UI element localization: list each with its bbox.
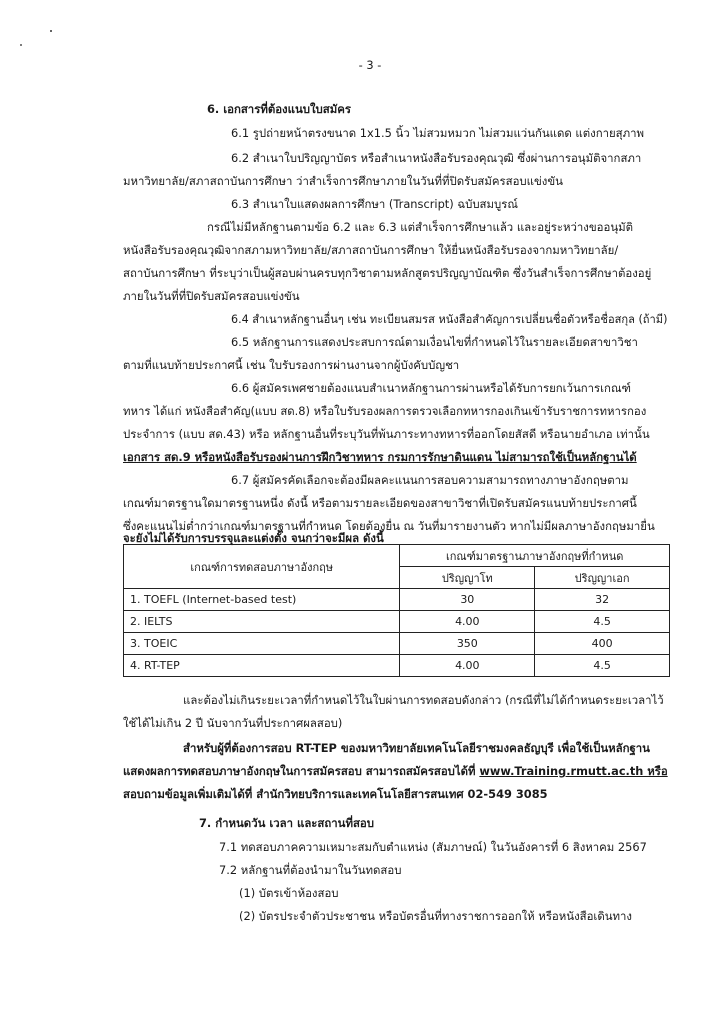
test-name: 4. RT-TEP xyxy=(124,655,400,677)
item-6-4: 6.4 สำเนาหลักฐานอื่นๆ เช่น ทะเบียนสมรส หนังสือสำคัญการเปลี่ยนชื่อตัวหรือชื่อสกุล (ถ้ามี) xyxy=(231,312,668,326)
col-header-criteria: เกณฑ์มาตรฐานภาษาอังกฤษที่กำหนด xyxy=(400,545,670,567)
training-link[interactable]: www.Training.rmutt.ac.th หรือ xyxy=(479,764,668,778)
page-number: - 3 - xyxy=(358,58,382,72)
doctor-score: 32 xyxy=(535,589,670,611)
scan-speck xyxy=(20,44,22,46)
table-row xyxy=(124,589,670,611)
master-score: 4.00 xyxy=(400,655,535,677)
doctor-score: 4.5 xyxy=(535,611,670,633)
test-name: 3. TOEIC xyxy=(124,633,400,655)
validity-note-cont: ใช้ได้ไม่เกิน 2 ปี นับจากวันที่ประกาศผลสอบ) xyxy=(123,716,343,730)
item-6-5-cont: ตามที่แนบท้ายประกาศนี้ เช่น ใบรับรองการผ่านงานจากผู้บังคับบัญชา xyxy=(123,358,460,372)
item-6-1: 6.1 รูปถ่ายหน้าตรงขนาด 1x1.5 นิ้ว ไม่สวมหมวก ไม่สวมแว่นกันแดด แต่งกายสุภาพ xyxy=(231,126,645,140)
table-header-row xyxy=(124,545,670,567)
col-header-test: เกณฑ์การทดสอบภาษาอังกฤษ xyxy=(124,545,400,589)
item-6-6-warning: เอกสาร สด.9 หรือหนังสือรับรองผ่านการฝึกวิชาทหาร กรมการรักษาดินแดน ไม่สามารถใช้เป็นหลักฐานได้ xyxy=(123,450,637,464)
item-6-5: 6.5 หลักฐานการแสดงประสบการณ์ตามเงื่อนไขที่กำหนดไว้ในรายละเอียดสาขาวิชา xyxy=(231,335,638,349)
item-6-6-cont: ประจำการ (แบบ สด.43) หรือ หลักฐานอื่นที่ระบุวันที่พ้นภาระทางทหารที่ออกโดยสัสดี หรือนายอำเภอ เท่านั้น xyxy=(123,427,650,441)
item-6-3-note-cont: สถาบันการศึกษา ที่ระบุว่าเป็นผู้สอบผ่านครบทุกวิชาตามหลักสูตรปริญญาบัณฑิต ซึ่งวันสำเร็จการศึกษาต้องอยู่ xyxy=(123,266,652,280)
item-7-2-1: (1) บัตรเข้าห้องสอบ xyxy=(239,886,339,900)
master-score: 30 xyxy=(400,589,535,611)
english-criteria-table xyxy=(123,544,670,677)
item-6-7: 6.7 ผู้สมัครคัดเลือกจะต้องมีผลคะแนนการสอบความสามารถทางภาษาอังกฤษตาม xyxy=(231,473,629,487)
master-score: 350 xyxy=(400,633,535,655)
master-score: 4.00 xyxy=(400,611,535,633)
contact-info: สอบถามข้อมูลเพิ่มเติมได้ที่ สำนักวิทยบริการและเทคโนโลยีสารสนเทศ 02-549 3085 xyxy=(123,787,548,801)
doctor-score: 4.5 xyxy=(535,655,670,677)
item-6-3-note-cont: ภายในวันที่ที่ปิดรับสมัครสอบแข่งขัน xyxy=(123,289,300,303)
item-7-2-2: (2) บัตรประจำตัวประชาชน หรือบัตรอื่นที่ทางราชการออกให้ หรือหนังสือเดินทาง xyxy=(239,909,632,923)
item-6-7-cont: ซึ่งคะแนนไม่ต่ำกว่าเกณฑ์มาตรฐานที่กำหนด โดยต้องยื่น ณ วันที่มารายงานตัว หากไม่มีผลภาษาอังกฤษมายื่น xyxy=(123,519,655,533)
section-7-heading: 7. กำหนดวัน เวลา และสถานที่สอบ xyxy=(199,816,374,830)
item-6-7-cont: จะยังไม่ได้รับการบรรจุและแต่งตั้ง จนกว่าจะมีผล ดังนี้ xyxy=(123,531,384,545)
scan-speck xyxy=(50,30,52,32)
item-6-2-cont: มหาวิทยาลัย/สภาสถาบันการศึกษา ว่าสำเร็จการศึกษาภายในวันที่ที่ปิดรับสมัครสอบแข่งขัน xyxy=(123,174,563,188)
test-name: 1. TOEFL (Internet-based test) xyxy=(124,589,400,611)
table-row xyxy=(124,655,670,677)
table-row xyxy=(124,611,670,633)
item-6-3-note-cont: หนังสือรับรองคุณวุฒิจากสภามหาวิทยาลัย/สภาสถาบันการศึกษา ให้ยื่นหนังสือรับรองจากมหาวิทยาลัย/ xyxy=(123,243,619,257)
table-row xyxy=(124,633,670,655)
col-header-doctor: ปริญญาเอก xyxy=(535,567,670,589)
item-6-6-cont: ทหาร ได้แก่ หนังสือสำคัญ(แบบ สด.8) หรือใบรับรองผลการตรวจเลือกทหารกองเกินเข้ารับราชการทหารกอง xyxy=(123,404,647,418)
col-header-master: ปริญญาโท xyxy=(400,567,535,589)
item-6-3-note: กรณีไม่มีหลักฐานตามข้อ 6.2 และ 6.3 แต่สำเร็จการศึกษาแล้ว และอยู่ระหว่างขออนุมัติ xyxy=(207,220,634,234)
item-7-1: 7.1 ทดสอบภาคความเหมาะสมกับตำแหน่ง (สัมภาษณ์) ในวันอังคารที่ 6 สิงหาคม 2567 xyxy=(219,840,647,854)
item-6-3: 6.3 สำเนาใบแสดงผลการศึกษา (Transcript) ฉบับสมบูรณ์ xyxy=(231,197,518,211)
rt-tep-note: สำหรับผู้ที่ต้องการสอบ RT-TEP ของมหาวิทยาลัยเทคโนโลยีราชมงคลธัญบุรี เพื่อใช้เป็นหลักฐาน xyxy=(183,741,650,755)
validity-note: และต้องไม่เกินระยะเวลาที่กำหนดไว้ในใบผ่านการทดสอบดังกล่าว (กรณีที่ไม่ได้กำหนดระยะเวลาไว้ xyxy=(183,693,664,707)
item-6-2: 6.2 สำเนาใบปริญญาบัตร หรือสำเนาหนังสือรับรองคุณวุฒิ ซึ่งผ่านการอนุมัติจากสภา xyxy=(231,151,642,165)
rt-tep-note-text: แสดงผลการทดสอบภาษาอังกฤษในการสมัครสอบ สามารถสมัครสอบได้ที่ xyxy=(123,764,480,778)
item-6-6: 6.6 ผู้สมัครเพศชายต้องแนบสำเนาหลักฐานการผ่านหรือได้รับการยกเว้นการเกณฑ์ xyxy=(231,381,631,395)
doctor-score: 400 xyxy=(535,633,670,655)
section-6-heading: 6. เอกสารที่ต้องแนบใบสมัคร xyxy=(207,102,351,116)
test-name: 2. IELTS xyxy=(124,611,400,633)
rt-tep-note-cont xyxy=(123,764,668,778)
item-7-2: 7.2 หลักฐานที่ต้องนำมาในวันทดสอบ xyxy=(219,863,402,877)
item-6-7-cont: เกณฑ์มาตรฐานใดมาตรฐานหนึ่ง ดังนี้ หรือตามรายละเอียดของสาขาวิชาที่เปิดรับสมัครแนบท้ายประกาศนี้ xyxy=(123,496,637,510)
